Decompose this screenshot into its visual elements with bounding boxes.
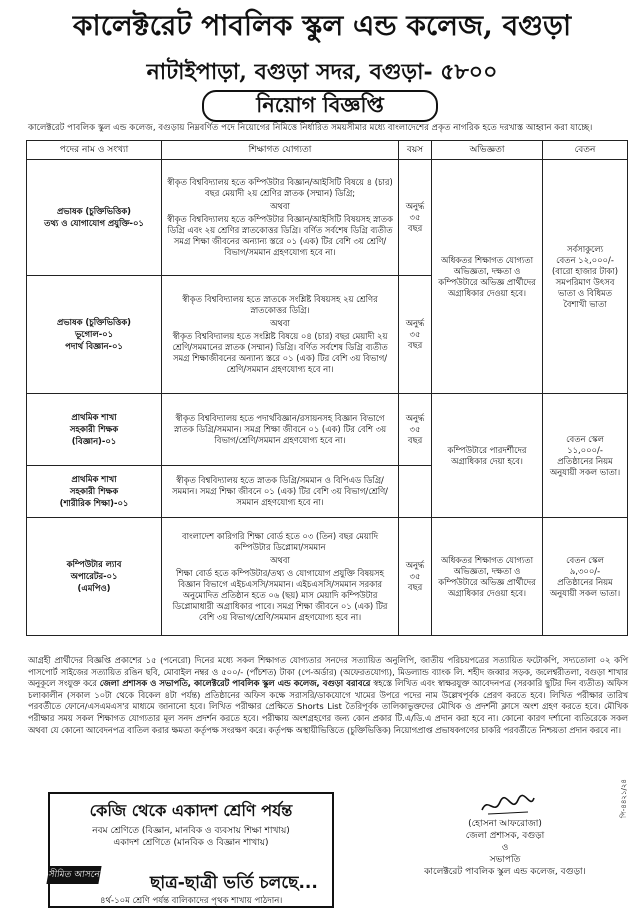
qualification-cell: [162, 276, 399, 394]
post-cell: [27, 518, 162, 636]
header-qualification: শিক্ষাগত যোগ্যতা: [162, 141, 399, 160]
admission-line: একাদশ শ্রেণিতে (মানবিক ও বিজ্ঞান শাখায়): [113, 838, 269, 848]
terms-bold-address: জেলা প্রশাসক ও সভাপতি, কালেক্টরেট পাবলিক স্কুল এন্ড কলেজ, বগুড়া বরাবরে: [99, 678, 371, 689]
experience-cell: অধিকতর শিক্ষাগত যোগ্যতা অভিজ্ঞতা, দক্ষতা ও কম্পিউটারে অভিজ্ঞ প্রার্থীদের অগ্রাধিকার দেওয়া হবে।: [432, 518, 543, 636]
post-line: সহকারী শিক্ষক: [69, 424, 119, 434]
post-line: প্রভাষক (চুক্তিভিত্তিক): [57, 317, 131, 327]
post-cell: [27, 276, 162, 394]
salary-cell: [543, 394, 628, 518]
age-cell: [399, 466, 432, 518]
post-cell: [27, 394, 162, 466]
salary-line: ১১,০০০/-: [567, 444, 603, 455]
age-cell: অনুর্দ্ধ ৩৫ বছর: [399, 518, 432, 636]
salary-line: ৯,৩০০/-: [569, 565, 601, 576]
intro-text: কালেক্টরেট পাবলিক স্কুল এন্ড কলেজ, বগুড়ায় নিম্নবর্ণিত পদে নিয়োগের নিমিত্তে নির্ধারিত সময়সীমার মধ্যে বাংলাদেশের প্রকৃত নাগরিক হতে দরখাস্ত আহ্বান করা যাচ্ছে।: [28, 123, 593, 133]
table-row: [27, 518, 628, 636]
header-post: পদের নাম ও সংখ্যা: [27, 141, 162, 160]
post-line: প্রভাষক (চুক্তিভিত্তিক): [57, 206, 131, 216]
application-terms: [28, 655, 628, 736]
notice-heading: নিয়োগ বিজ্ঞপ্তি: [256, 91, 384, 117]
post-line: অপারেটর-০১: [70, 571, 118, 581]
salary-line: সর্বসাকুল্যে: [566, 243, 604, 254]
qualification-text: স্বীকৃত বিশ্ববিদ্যালয় হতে কম্পিউটার বিজ্ঞান/আইসিটি বিষয়ে ৪ (চার) বছর মেয়াদী ২য় শ্রেণির স্নাতক (সম্মান) ডিগ্রি;: [167, 177, 393, 198]
post-line: সহকারী শিক্ষক: [69, 486, 119, 496]
or-separator: অথবা: [270, 318, 290, 328]
salary-cell: [543, 518, 628, 636]
institution-title: কালেক্টরেট পাবলিক স্কুল এন্ড কলেজ, বগুড়া: [72, 9, 572, 42]
qualification-text: স্বীকৃত বিশ্ববিদ্যালয় হতে কম্পিউটার বিজ্ঞান/আইসিটি বিষয়সহ স্নাতক ডিগ্রি এবং ২য় শ্রেণির স্নাতকোত্তর ডিগ্রি। বর্ণিত সর্বশেষ ডিগ্রি ব্যতীত সমগ্র শিক্ষা জীবনের অন্যান্য স্তরে ০১ (এক) টির বেশি ৩য় শ্রেণি/বিভাগ/সমমান গ্রহণযোগ্য হবে না।: [167, 214, 393, 257]
admission-line: নবম শ্রেণিতে (বিজ্ঞান, মানবিক ও ব্যবসায় শিক্ষা শাখায়): [92, 826, 290, 836]
signatory-line: সভাপতি: [489, 855, 521, 865]
post-line: প্রাথমিক শাখা: [71, 412, 117, 422]
post-line: (এমপিও): [77, 583, 111, 593]
or-separator: অথবা: [270, 554, 290, 565]
admission-heading: কেজি থেকে একাদশ শ্রেণি পর্যন্ত: [89, 801, 293, 820]
post-line: (বিজ্ঞান)-০১: [71, 436, 117, 446]
publication-code: পি-৪৪২১/২৪: [620, 779, 628, 818]
table-row: [27, 160, 628, 276]
signature-block: [400, 818, 610, 878]
post-line: (শারীরিক শিক্ষা)-০১: [59, 498, 129, 508]
post-line: প্রাথমিক শাখা: [71, 474, 117, 484]
post-cell: [27, 160, 162, 276]
qualification-cell: [162, 160, 399, 276]
admission-ad-box: [48, 792, 334, 908]
signature-scribble: [478, 792, 538, 818]
qualification-cell: স্বীকৃত বিশ্ববিদ্যালয় হতে পদার্থবিজ্ঞান/রসায়নসহ বিজ্ঞান বিভাগে স্নাতক ডিগ্রি/সমমান। সমগ্র শিক্ষা জীবনে ০১ (এক) টির বেশি ৩য় বিভাগ/শ্রেণি/সমমান গ্রহণযোগ্য হবে না।: [162, 394, 399, 466]
institution-address: নাটাইপাড়া, বগুড়া সদর, বগুড়া- ৫৮০০: [146, 59, 498, 85]
salary-line: বেতন স্কেল: [566, 433, 604, 444]
post-line: ভূগোল-০১: [74, 329, 114, 339]
experience-cell: অধিকতর শিক্ষাগত যোগ্যতা অভিজ্ঞতা, দক্ষতা ও কম্পিউটারে অভিজ্ঞ প্রার্থীদের অগ্রাধিকার দেওয়া হবে।: [432, 160, 543, 394]
age-cell: অনুর্দ্ধ ৩৫ বছর: [399, 160, 432, 276]
salary-line: বেতন স্কেল: [566, 554, 604, 565]
salary-line: প্রতিষ্ঠানের নিয়ম অনুযায়ী সকল ভাতা।: [549, 455, 621, 477]
salary-line: (বারো হাজার টাকা): [552, 265, 618, 276]
salary-line: বৈশাখী ভাতা: [563, 298, 607, 309]
post-line: তথ্য ও যোগাযোগ প্রযুক্তি-০১: [44, 218, 144, 228]
salary-line: বেতন ১২,০০০/-: [556, 254, 614, 265]
post-line: কম্পিউটার ল্যাব: [66, 559, 122, 569]
terms-text: স্বহস্তে লিখিত এবং স্বাক্ষরযুক্ত আবেদনপত্র (সরকারি ছুটির দিন ব্যতীত) অফিস চলাকালীন (সকাল ১০টা থেকে বিকেল ৪টা পর্যন্ত) প্রতিষ্ঠানের অফিস কক্ষে সরাসরি/ডাকযোগে খামের উপরে পদের নাম উল্লেখপূর্বক প্রেরণ করতে হবে। লিখিত পরীক্ষার তারিখ পরবর্তীতে ফোনে/এসএমএস'র মাধ্যমে জানানো হবে। লিখিত পরীক্ষার প্রেক্ষিতে Shorts List তৈরিপূর্বক তালিকাভুক্তদের মৌখিক ও প্রদর্শনী ক্লাসে অংশ গ্রহণ করতে হবে। মৌখিক পরীক্ষার সময় সকল শিক্ষাগত যোগ্যতার মূল সনদ প্রদর্শন করতে হবে। পরীক্ষায় অংশগ্রহণের জন্য কোন প্রকার টি.এ/ডি.এ প্রদান করা হবে না। কোনো কারণ দর্শানো ব্যতিরেকে সকল অথবা যে কোনো আবেদনপত্র বাতিল করার ক্ষমতা কর্তৃপক্ষ সংরক্ষণ করে। কর্তৃপক্ষ অস্থায়ীভিত্তিতে (চুক্তিভিত্তিক) নিয়োগপ্রাপ্ত প্রভাষকগণের চাকরি পরবর্তীতে নিশ্চয়তা প্রদান করবে না।: [28, 678, 629, 735]
header-age: বয়স: [399, 141, 432, 160]
signatory-line: ও: [501, 843, 509, 853]
signatory-name: (হোসনা আফরোজা): [468, 819, 542, 829]
header-experience: অভিজ্ঞতা: [432, 141, 543, 160]
age-cell: অনুর্দ্ধ ৩৫ বছর: [399, 394, 432, 466]
qualification-text: স্বীকৃত বিশ্ববিদ্যালয় হতে স্নাতকে সংশ্লিষ্ট বিষয়সহ ২য় শ্রেণির স্নাতকোত্তর ডিগ্রি।: [182, 294, 378, 315]
qualification-text: বাংলাদেশ কারিগরি শিক্ষা বোর্ড হতে ০৩ (তিন) বছর মেয়াদি কম্পিউটার ডিপ্লোমা/সমমান: [181, 530, 379, 552]
salary-line: সমপরিমাণ উৎসব ভাতা ও বিধিমত: [555, 276, 615, 298]
table-header-row: [27, 141, 628, 160]
post-line: পদার্থ বিজ্ঞান-০১: [65, 341, 123, 351]
salary-cell: [543, 160, 628, 394]
or-separator: অথবা: [270, 201, 290, 211]
age-cell: অনুর্দ্ধ ৩৫ বছর: [399, 276, 432, 394]
vacancy-table: [26, 140, 628, 636]
admission-ongoing-text: ছাত্র-ছাত্রী ভর্তি চলছে...: [150, 873, 318, 893]
signatory-line: কালেক্টরেট পাবলিক স্কুল এন্ড কলেজ, বগুড়া।: [424, 867, 586, 877]
terms-text: আগ্রহী প্রার্থীদের বিজ্ঞপ্তি প্রকাশের ১৫ (পনেরো) দিনের মধ্যে সকল শিক্ষাগত যোগ্যতার সনদের সত্যায়িত অনুলিপি, জাতীয় পরিচয়পত্রের সত্যায়িত ফটোকপি, সদ্যতোলা ০২ কপি পাসপোর্ট সাইজের সত্যায়িত রঙিন ছবি, মোবাইল নম্বর ও ৫০০/- (পাঁচশত) টাকা (পে-অর্ডার) (অফেরতযোগ্য), মিডল্যান্ড ব্যাংক লি. শহীদ জব্বার সড়ক, জলেশ্বরীতলা, বগুড়া শাখার অনুকূলে সংযুক্ত করে: [28, 655, 628, 689]
qualification-cell: [162, 518, 399, 636]
table-row: [27, 394, 628, 466]
qualification-cell: স্বীকৃত বিশ্ববিদ্যালয় হতে স্নাতক ডিগ্রি/সমমান ও বিপিএড ডিগ্রি/সমমান। সমগ্র শিক্ষা জীবনে ০১ (এক) টির বেশি ৩য় বিভাগ/শ্রেণি/সমমান গ্রহণযোগ্য হবে না।: [162, 466, 399, 518]
notice-heading-box: [202, 90, 438, 122]
header-salary: বেতন: [543, 141, 628, 160]
experience-cell: কম্পিউটারে পারদর্শীদের অগ্রাধিকার দেয়া হবে।: [432, 394, 543, 518]
signatory-line: জেলা প্রশাসক, বগুড়া: [465, 831, 545, 841]
salary-line: প্রতিষ্ঠানের নিয়ম অনুযায়ী সকল ভাতা।: [549, 576, 621, 598]
qualification-text: স্বীকৃত বিশ্ববিদ্যালয় হতে সংশ্লিষ্ট বিষয়ে ০৪ (চার) বছর মেয়াদী ২য় শ্রেণি/সমমানের স্নাতক (সম্মান) ডিগ্রি। বর্ণিত সর্বশেষ ডিগ্রি ব্যতীত সমগ্র শিক্ষাজীবনের অন্যান্য স্তরে ০১ (এক) টির বেশি ৩য় বিভাগ/শ্রেণি/সমমান গ্রহণযোগ্য হবে না।: [172, 331, 388, 374]
qualification-text: শিক্ষা বোর্ড হতে কম্পিউটার/তথ্য ও যোগাযোগ প্রযুক্তি বিষয়সহ বিজ্ঞান বিভাগে এইচএসসি/সমমান। এইচএসসি/সমমান সরকার অনুমোদিত প্রতিষ্ঠান হতে ০৬ (ছয়) মাস মেয়াদি কম্পিউটার ডিপ্লোমাধারী অগ্রাধিকার পাবে। সমগ্র শিক্ষা জীবনে ০১ (এক) টির বেশি ৩য় বিভাগ/শ্রেণি/সমমান গ্রহণযোগ্য হবে না।: [172, 567, 388, 622]
limited-seats-badge: সীমিত আসনে: [46, 866, 101, 884]
post-cell: [27, 466, 162, 518]
admission-note: ৪র্থ-১০ম শ্রেণি পর্যন্ত বালিকাদের পৃথক শাখায় পাঠদান।: [100, 896, 283, 906]
